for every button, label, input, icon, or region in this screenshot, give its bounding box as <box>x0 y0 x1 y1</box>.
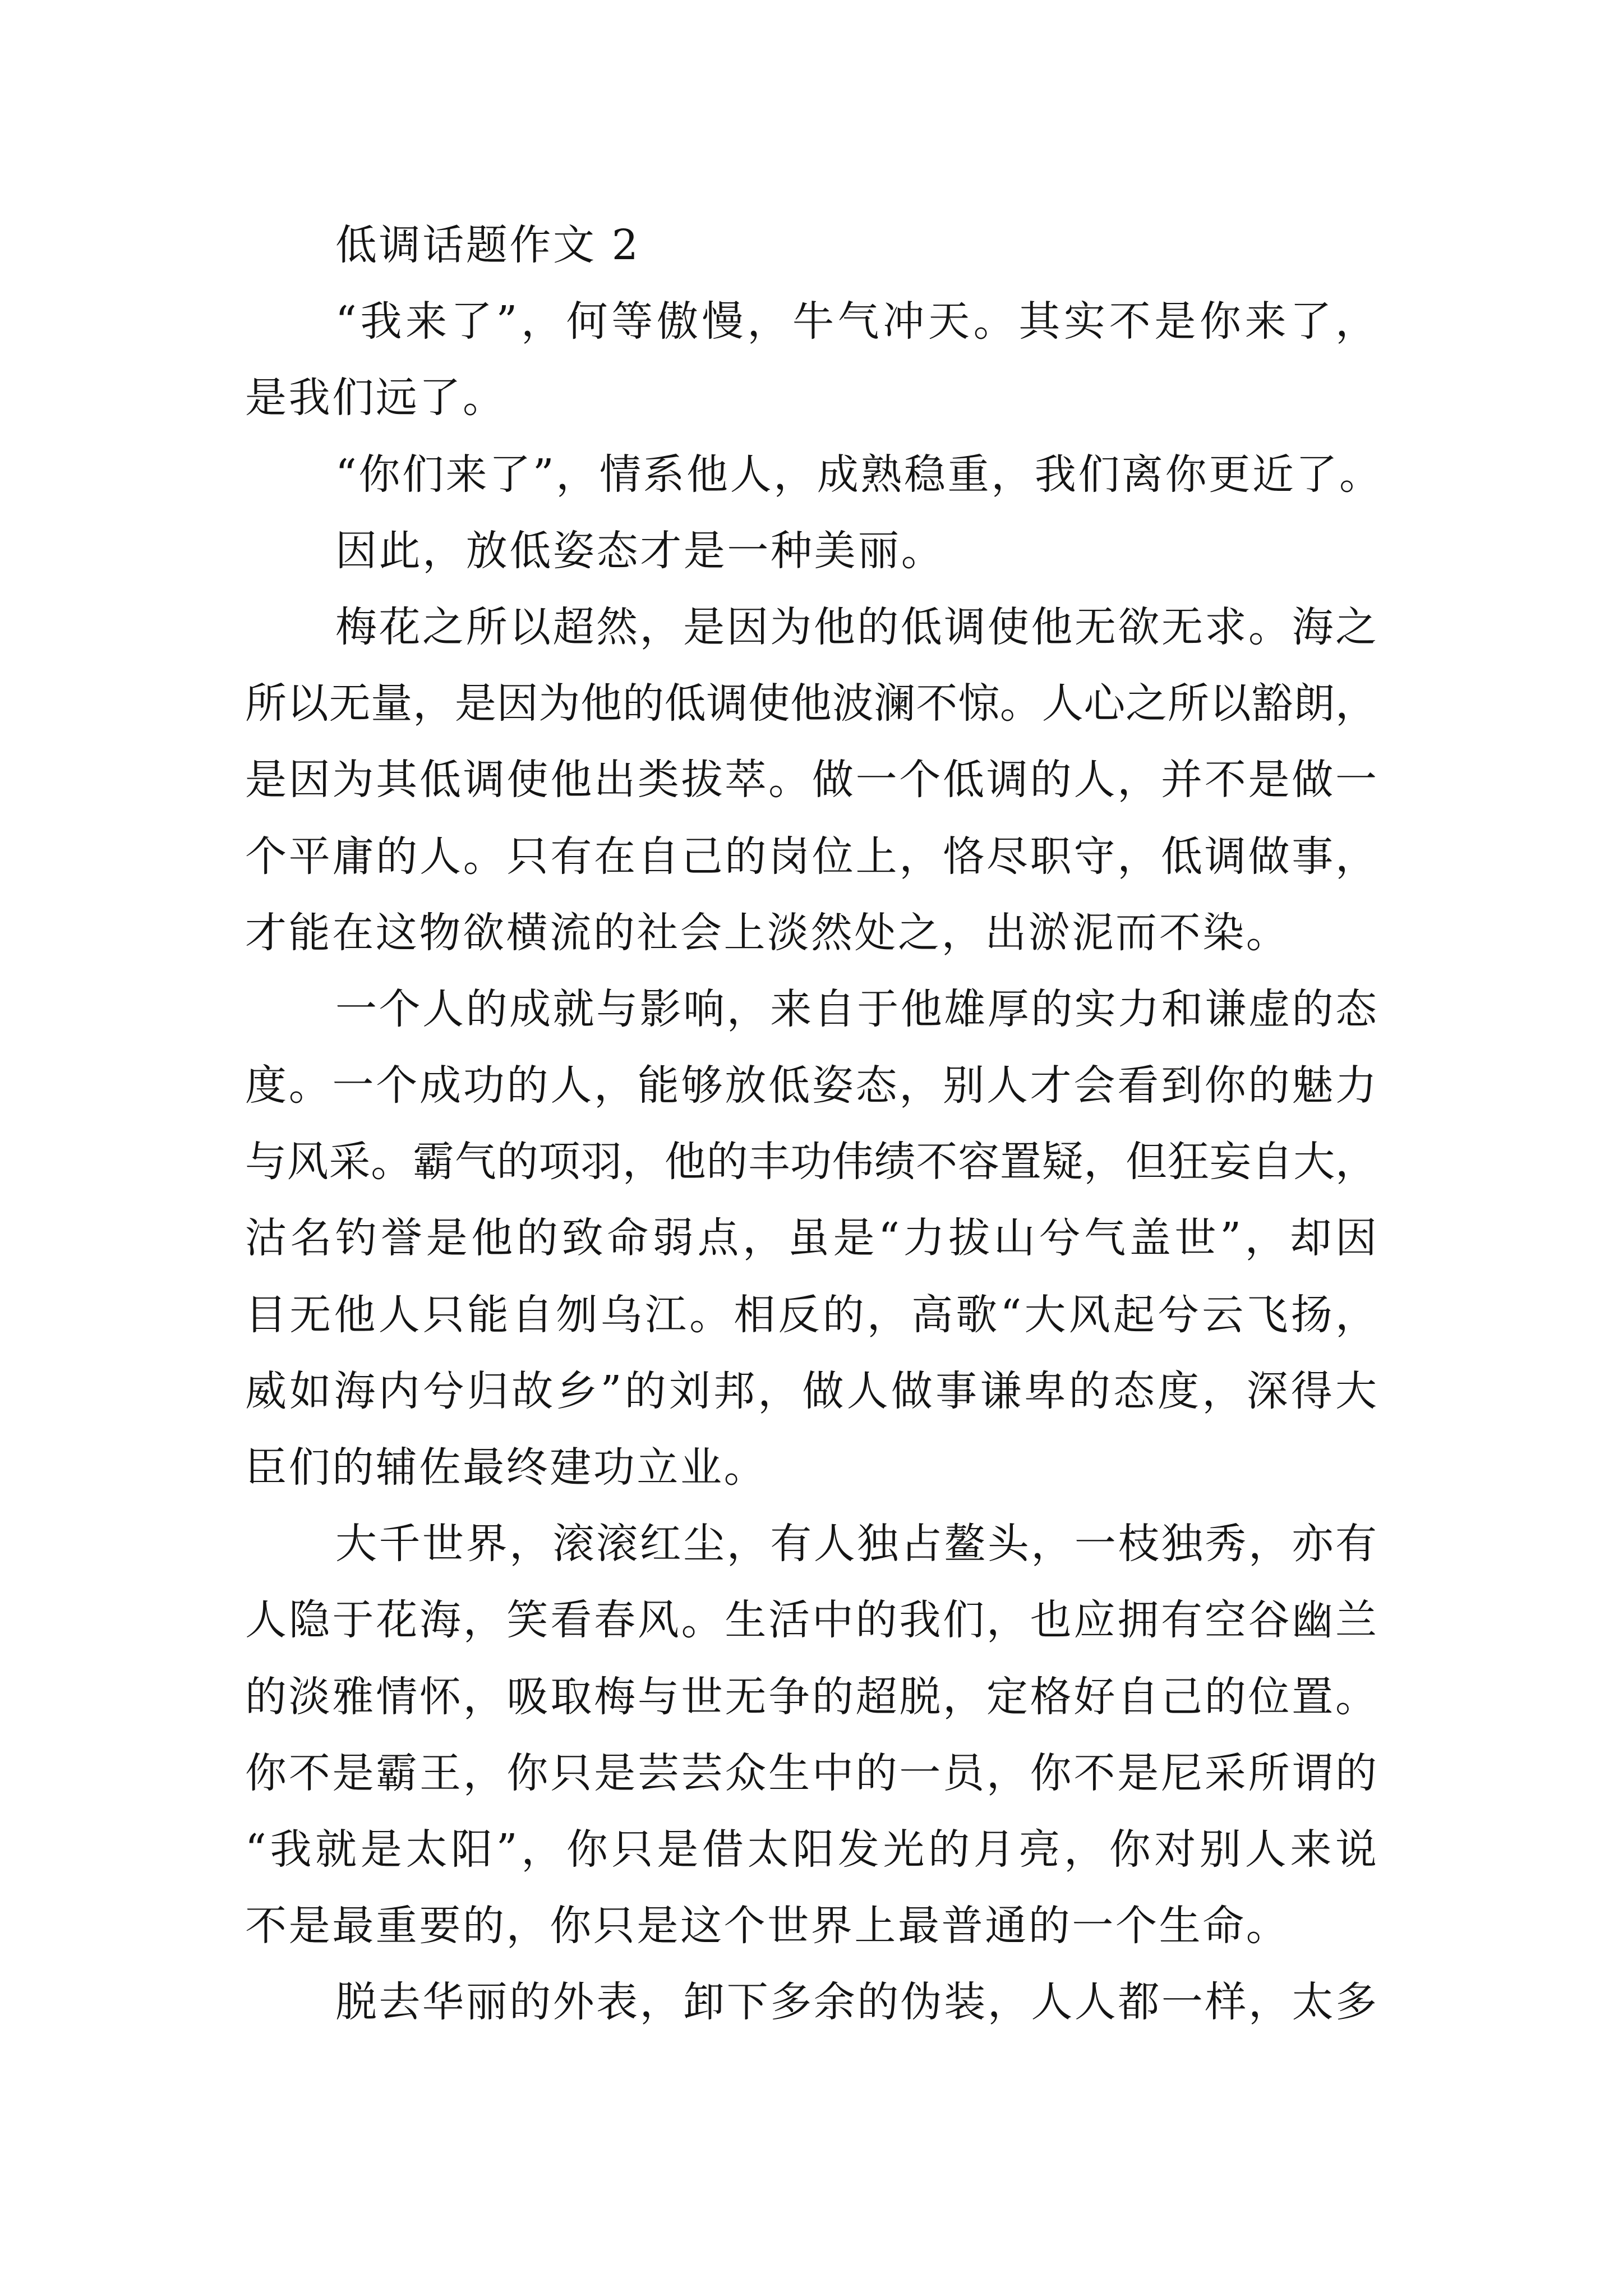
text-line: “你们来了”，情系他人，成熟稳重，我们离你更近了。 <box>335 450 1383 499</box>
text-line: 一个人的成就与影响，来自于他雄厚的实力和谦虚的态 <box>335 984 1377 1033</box>
text-line: 大千世界，滚滚红尘，有人独占鳌头，一枝独秀，亦有 <box>335 1520 1377 1568</box>
paragraph <box>245 1506 1377 1964</box>
text-line: 威如海内兮归故乡”的刘邦，做人做事谦卑的态度，深得大 <box>245 1366 1377 1415</box>
document-page <box>245 207 1383 2041</box>
text-line: 是我们远了。 <box>245 374 506 422</box>
text-line: 所以无量，是因为他的低调使他波澜不惊。人心之所以豁朗， <box>245 679 1377 728</box>
text-line: 沽名钓誉是他的致命弱点，虽是“力拔山兮气盖世”，却因 <box>245 1214 1377 1263</box>
text-line: 是因为其低调使他出类拔萃。做一个低调的人，并不是做一 <box>245 756 1377 804</box>
text-line: 梅花之所以超然，是因为他的低调使他无欲无求。海之 <box>335 602 1377 651</box>
text-line: 个平庸的人。只有在自己的岗位上，恪尽职守，低调做事， <box>245 832 1377 881</box>
text-line: 目无他人只能自刎乌江。相反的，高歌“大风起兮云飞扬， <box>245 1290 1377 1339</box>
text-line: 与风采。霸气的项羽，他的丰功伟绩不容置疑，但狂妄自大， <box>245 1138 1377 1186</box>
text-line: 度。一个成功的人，能够放低姿态，别人才会看到你的魅力 <box>245 1061 1377 1110</box>
text-line: 不是最重要的，你只是这个世界上最普通的一个生命。 <box>245 1902 1290 1950</box>
text-line: 你不是霸王，你只是芸芸众生中的一员，你不是尼采所谓的 <box>245 1749 1377 1797</box>
text-line: 的淡雅情怀，吸取梅与世无争的超脱，定格好自己的位置。 <box>245 1672 1377 1721</box>
essay-title: 低调话题作文 2 <box>335 221 640 269</box>
text-line: 臣们的辅佐最终建功立业。 <box>245 1443 768 1492</box>
paragraph <box>245 971 1377 1506</box>
paragraph <box>245 436 1383 513</box>
paragraph <box>245 589 1377 971</box>
text-line: “我就是太阳”，你只是借太阳发光的月亮，你对别人来说 <box>245 1825 1377 1874</box>
text-line: 人隐于花海，笑看春风。生活中的我们，也应拥有空谷幽兰 <box>245 1596 1377 1645</box>
text-line: “我来了”，何等傲慢，牛气冲天。其实不是你来了， <box>335 297 1377 346</box>
paragraph <box>245 513 1377 589</box>
paragraph <box>245 1964 1377 2040</box>
text-line: 脱去华丽的外表，卸下多余的伪装，人人都一样，太多 <box>335 1978 1377 2027</box>
paragraph <box>245 283 1377 436</box>
text-line: 才能在这物欲横流的社会上淡然处之，出淤泥而不染。 <box>245 908 1290 957</box>
text-line: 因此，放低姿态才是一种美丽。 <box>335 526 945 575</box>
